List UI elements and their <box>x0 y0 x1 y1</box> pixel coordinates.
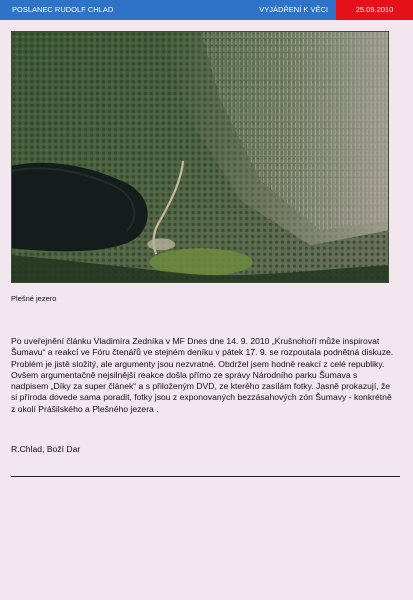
photo-caption: Plešné jezero <box>11 294 57 303</box>
page-header <box>0 0 413 20</box>
header-author-label: POSLANEC RUDOLF CHLAD <box>12 5 114 14</box>
aerial-forest-lake-photo <box>11 31 389 283</box>
header-section-label: VYJÁDŘENÍ K VĚCI <box>259 5 328 14</box>
article-author: R.Chlad, Boží Dar <box>11 444 81 454</box>
header-bar <box>0 0 336 20</box>
header-date: 25.09.2010 <box>336 0 413 20</box>
article-body: Po uveřejnění článku Vladimíra Zedníka v MF Dnes dne 14. 9. 2010 „Krušnohoří může inspirovat Šumavu“ a reakcí ve Fóru čtenářů ve stejném deníku v pátek 17. 9. se rozpoutala podnětná diskuze. Problém je jistě složitý, ale argumenty jsou nezvratné. Obdržel jsem hodně reakcí z celé republiky. Ovšem argumentačně nejsilnější reakce došla přímo ze správy Národního parku Šumava s nadpisem „Díky za super článek“ a s přiloženým DVD, ze kterého zasílám fotky. Jasně prokazují, že si příroda dovede sama poradit, fotky jsou z exponovaných bezzásahových zón Šumavy - konkrétně z okolí Prášilského a Plešného jezera . <box>11 336 394 414</box>
bottom-divider <box>11 476 400 477</box>
